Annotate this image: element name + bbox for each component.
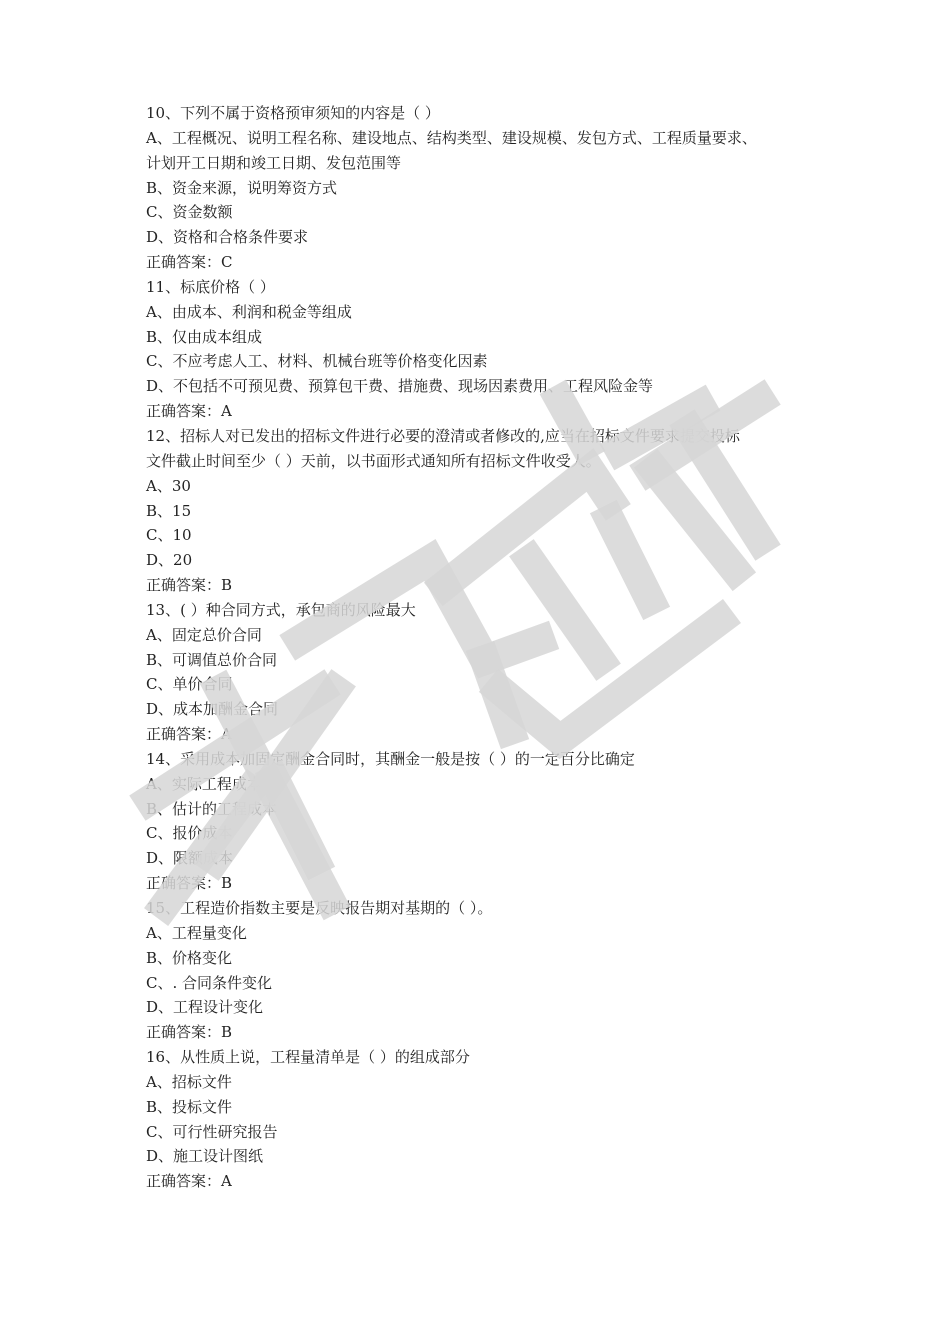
question-stem: 10、下列不属于资格预审须知的内容是（ ） (146, 104, 440, 122)
option-d: D、工程设计变化 (146, 998, 264, 1017)
question-stem: 12、招标人对已发出的招标文件进行必要的澄清或者修改的,应当在招标文件要求提交投标 (146, 426, 740, 445)
correct-answer: 正确答案：B (146, 576, 233, 595)
option-c: C、不应考虑人工、材料、机械台班等价格变化因素 (146, 352, 488, 371)
option-c: C、报价成本 (146, 824, 233, 843)
option-a: A、30 (146, 476, 191, 495)
option-b: B、可调值总价合同 (146, 650, 278, 669)
option-a: A、实际工程成本 (146, 774, 262, 793)
option-b: B、资金来源，说明筹资方式 (146, 178, 338, 197)
option-d: D、施工设计图纸 (146, 1147, 264, 1166)
correct-answer: 正确答案：B (146, 874, 233, 893)
option-c: C、. 合同条件变化 (146, 973, 273, 992)
question-stem: 15、工程造价指数主要是反映报告期对基期的（ ）。 (146, 899, 493, 917)
correct-answer: 正确答案：A (146, 725, 232, 744)
option-a: A、固定总价合同 (146, 625, 262, 644)
option-d: D、资格和合格条件要求 (146, 228, 309, 247)
option-d: D、不包括不可预见费、预算包干费、措施费、现场因素费用、工程风险金等 (146, 377, 654, 396)
option-b: B、估计的工程成本 (146, 799, 278, 818)
question-stem: 14、采用成本加固定酬金合同时，其酬金一般是按（ ）的一定百分比确定 (146, 749, 635, 768)
option-a: A、招标文件 (146, 1072, 232, 1091)
question-stem: 16、从性质上说，工程量清单是（ ）的组成部分 (146, 1048, 470, 1067)
option-a-continued: 计划开工日期和竣工日期、发包范围等 (146, 153, 402, 172)
option-c: C、资金数额 (146, 203, 233, 222)
question-list (146, 101, 836, 1194)
option-c: C、单价合同 (146, 675, 233, 694)
option-a: A、由成本、利润和税金等组成 (146, 302, 352, 321)
correct-answer: 正确答案：B (146, 1023, 233, 1042)
option-c: C、可行性研究报告 (146, 1122, 278, 1141)
question-stem: 13、( ）种合同方式，承包商的风险最大 (146, 600, 416, 619)
option-a: A、工程概况、说明工程名称、建设地点、结构类型、建设规模、发包方式、工程质量要求、 (146, 128, 757, 147)
option-b: B、15 (146, 501, 192, 520)
correct-answer: 正确答案：A (146, 1172, 232, 1191)
option-d: D、成本加酬金合同 (146, 700, 279, 719)
option-d: D、限额成本 (146, 849, 234, 868)
option-c: C、10 (146, 526, 192, 545)
question-stem-continued: 文件截止时间至少（ ）天前，以书面形式通知所有招标文件收受人。 (146, 451, 601, 470)
correct-answer: 正确答案：A (146, 402, 232, 421)
option-b: B、价格变化 (146, 948, 233, 967)
option-a: A、工程量变化 (146, 923, 247, 942)
question-stem: 11、标底价格（ ） (146, 277, 275, 296)
option-b: B、投标文件 (146, 1097, 233, 1116)
correct-answer: 正确答案：C (146, 253, 233, 272)
option-b: B、仅由成本组成 (146, 327, 263, 346)
option-d: D、20 (146, 551, 193, 570)
